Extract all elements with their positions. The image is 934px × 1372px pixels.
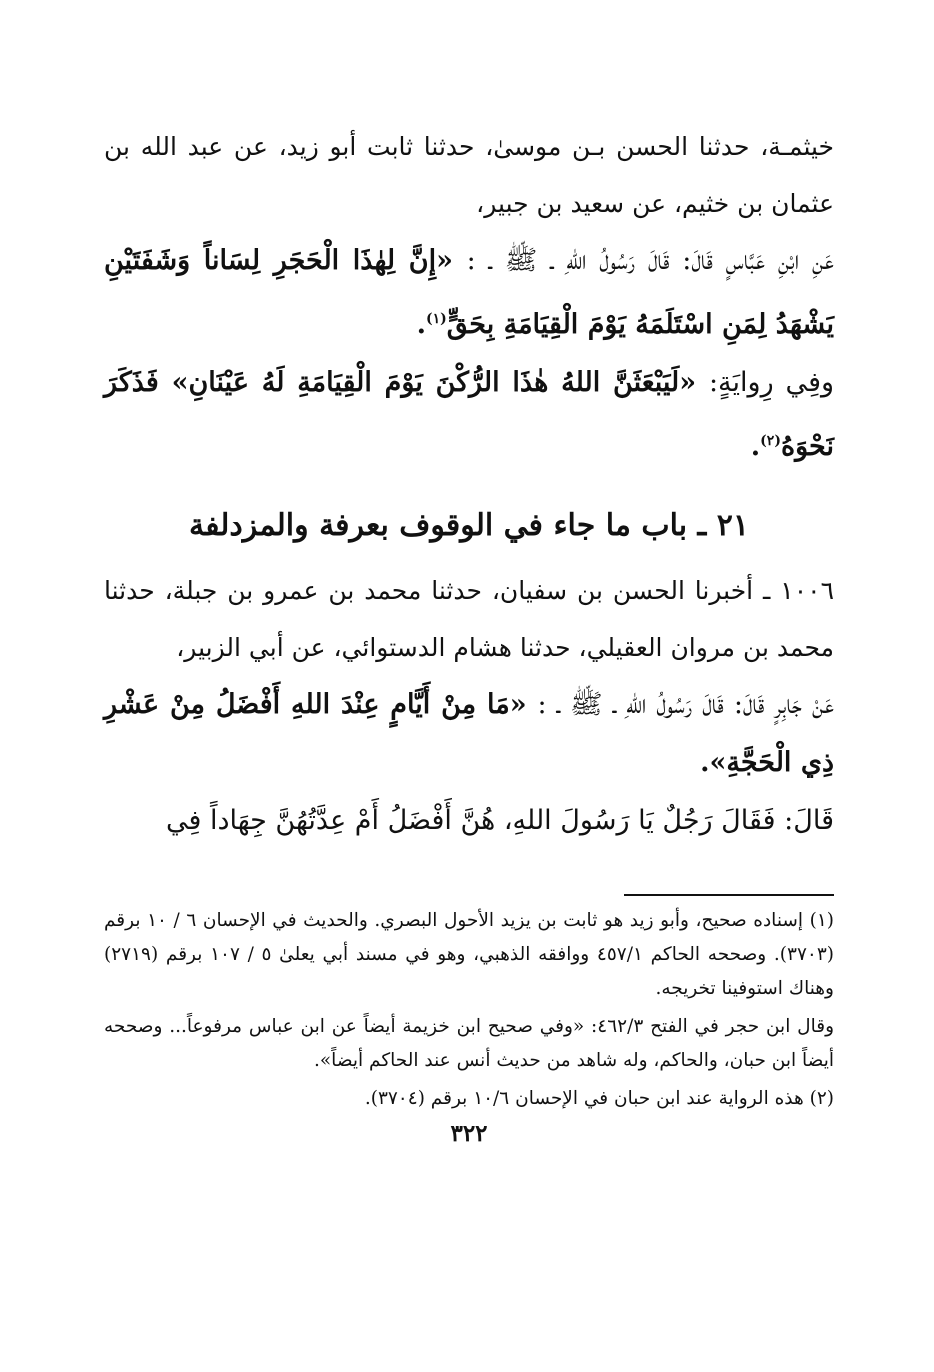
hadith-matn: «مَا مِنْ أَيَّامٍ عِنْدَ اللهِ أَفْضَلُ مِنْ عَشْرِ ذِي الْحَجَّةِ».: [104, 689, 834, 778]
riwaya-narrator: وفِي رِوايَةٍ:: [708, 367, 835, 398]
hadith-text: [104, 676, 834, 792]
hadith-narrator: عَنْ جَابِرٍ قَالَ: قَالَ رَسُولُ اللهِ ـ ﷺ ـ :: [537, 689, 835, 720]
footnote-1-continued: وقال ابن حجر في الفتح ٤٦٢/٣: «وفي صحيح ابن خزيمة أيضاً عن ابن عباس مرفوعاً... وصححه أيضاً ابن حبان، والحاكم، وله شاهد من حديث أنس عند الحاكم أيضاً».: [104, 1016, 834, 1071]
chapter-heading: ٢١ ـ باب ما جاء في الوقوف بعرفة والمزدلفة: [189, 508, 749, 543]
footnote-ref[interactable]: (١): [425, 311, 447, 327]
hadith-continuation-text: قَالَ: فَقَالَ رَجُلٌ يَا رَسُولَ اللهِ، هُنَّ أَفْضَلُ أَمْ عِدَّتُهُنَّ جِهَاداً فِي: [165, 805, 834, 836]
hadith-continuation: [104, 792, 834, 850]
footnote-2: (٢) هذه الرواية عند ابن حبان في الإحسان ١٠/٦ برقم (٣٧٠٤).: [364, 1088, 834, 1109]
page-body: [104, 118, 834, 1147]
footnote-1: (١) إسناده صحيح، وأبو زيد هو ثابت بن يزيد الأحول البصري. والحديث في الإحسان ٦ / ١٠ برقم (٣٧٠٣). وصححه الحاكم ٤٥٧/١ ووافقه الذهبي، وهو في مسند أبي يعلىٰ ٥ / ١٠٧ برقم (٢٧١٩) وهناك استوفينا تخريجه.: [104, 910, 834, 999]
footnotes: [104, 904, 834, 1116]
riwaya-end: .: [750, 431, 761, 462]
hadith-matn: «إِنَّ لِهٰذَا الْحَجَرِ لِسَاناً وَشَفَتَيْنِ يَشْهَدُ لِمَنِ اسْتَلَمَهُ يَوْمَ الْقِيَامَةِ بِحَقٍّ: [104, 245, 834, 340]
isnad-chain: خيثمـة، حدثنا الحسن بـن موسىٰ، حدثنا ثابت أبو زيد، عن عبد الله بن عثمان بن خثيم، عن سعيد بن جبير،: [104, 132, 834, 218]
riwaya-matn: «لَيَبْعَثَنَّ اللهُ هٰذَا الرُّكْنَ يَوْمَ الْقِيَامَةِ لَهُ عَيْنَانِ» فَذَكَرَ نَحْوَهُ: [104, 367, 834, 462]
hadith-text: [104, 232, 834, 354]
hadith-riwaya: [104, 354, 834, 476]
footnote-divider: [624, 894, 834, 896]
hadith-narrator: عَنِ ابْنِ عَبَّاسٍ قَالَ: قَالَ رَسُولُ اللهِ ـ ﷺ ـ :: [466, 245, 834, 276]
page-number: ٣٢٢: [450, 1120, 488, 1147]
footnote-ref[interactable]: (٢): [760, 433, 781, 449]
isnad-chain: ١٠٠٦ ـ أخبرنا الحسن بن سفيان، حدثنا محمد بن عمرو بن جبلة، حدثنا محمد بن مروان العقيلي، حدثنا هشام الدستوائي، عن أبي الزبير،: [104, 576, 834, 662]
hadith-end: .: [416, 309, 426, 340]
